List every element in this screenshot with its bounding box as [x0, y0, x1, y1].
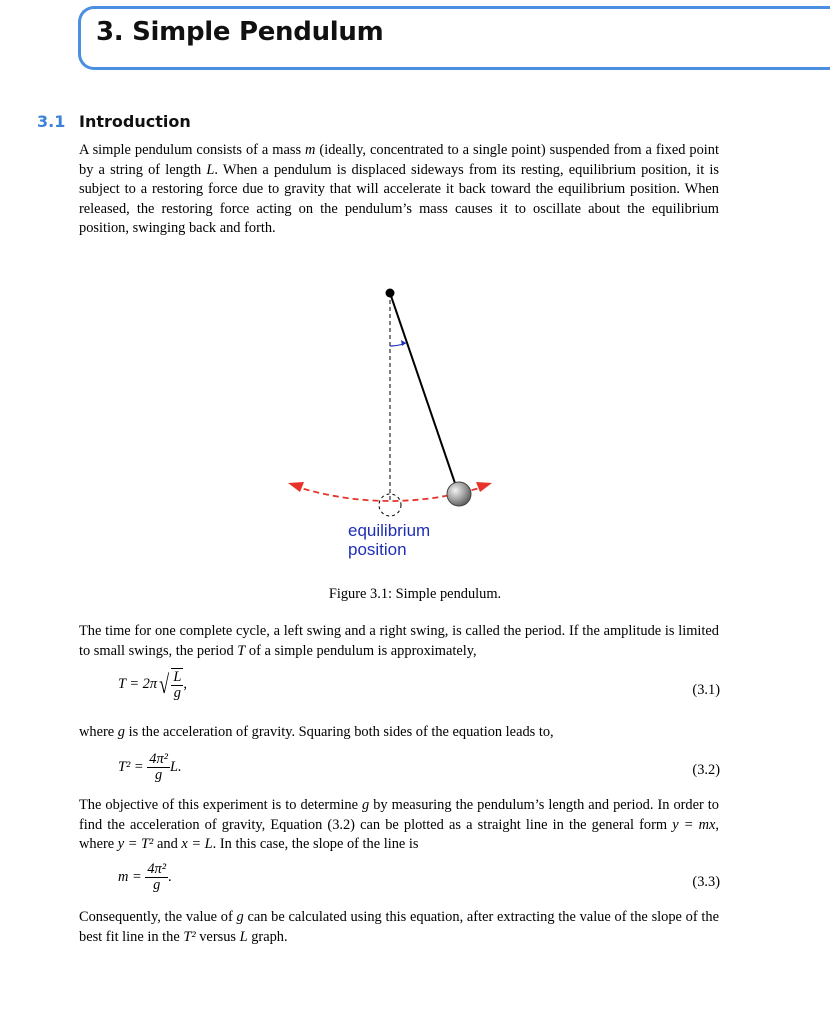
- pivot-point: [386, 289, 395, 298]
- pendulum-figure: [270, 280, 510, 570]
- right-arrowhead: [476, 482, 492, 492]
- section-title: Introduction: [79, 112, 191, 131]
- intro-paragraph: A simple pendulum consists of a mass m (ideally, concentrated to a single point) suspended from a fixed point by a string of length L. When a pendulum is displaced sideways from its resting, equilibrium position, it is subject to a restoring force due to gravity that will accelerate it back toward the equilibrium position. When released, the restoring force acting on the pendulum’s mass causes it to oscillate about the equilibrium position, swinging back and forth.: [79, 142, 719, 237]
- equation-number-3-3: (3.3): [692, 874, 720, 890]
- equation-number-3-2: (3.2): [692, 762, 720, 778]
- equation-3-2: T² = $\frac{\text{4π²}}{g}$ L.: [118, 751, 182, 783]
- angle-arrowhead: [401, 340, 406, 346]
- figure-caption: Figure 3.1: Simple pendulum.: [328, 586, 502, 602]
- chapter-title: 3. Simple Pendulum: [96, 17, 384, 47]
- pendulum-bob: [447, 482, 471, 506]
- period-paragraph: The time for one complete cycle, a left swing and a right swing, is called the period. If the amplitude is limited to small swings, the period T of a simple pendulum is approximately,: [79, 623, 719, 659]
- equation-number-3-1: (3.1): [692, 682, 720, 698]
- conclusion-paragraph: Consequently, the value of g can be calculated using this equation, after extracting the value of the slope of the best fit line in the T² versus L graph.: [79, 909, 719, 945]
- equilibrium-label-line1: equilibrium: [348, 521, 431, 540]
- equation-3-3: m = $\frac{\text{4π²}}{g}$ .: [118, 861, 172, 893]
- left-arrowhead: [288, 482, 304, 492]
- equation-3-1: T = 2π√ $\frac{L}{g}$ ,: [118, 669, 187, 701]
- gravity-sentence: where g is the acceleration of gravity. Squaring both sides of the equation leads to,: [79, 724, 554, 740]
- equilibrium-label-line2: position: [348, 540, 407, 559]
- section-number: 3.1: [37, 112, 66, 131]
- objective-paragraph: The objective of this experiment is to determine g by measuring the pendulum’s length and period. In order to find the acceleration of gravity, Equation (3.2) can be plotted as a straight line in the general form y = mx, where y = T² and x = L. In this case, the slope of the line is: [79, 797, 720, 853]
- pendulum-string: [390, 293, 458, 492]
